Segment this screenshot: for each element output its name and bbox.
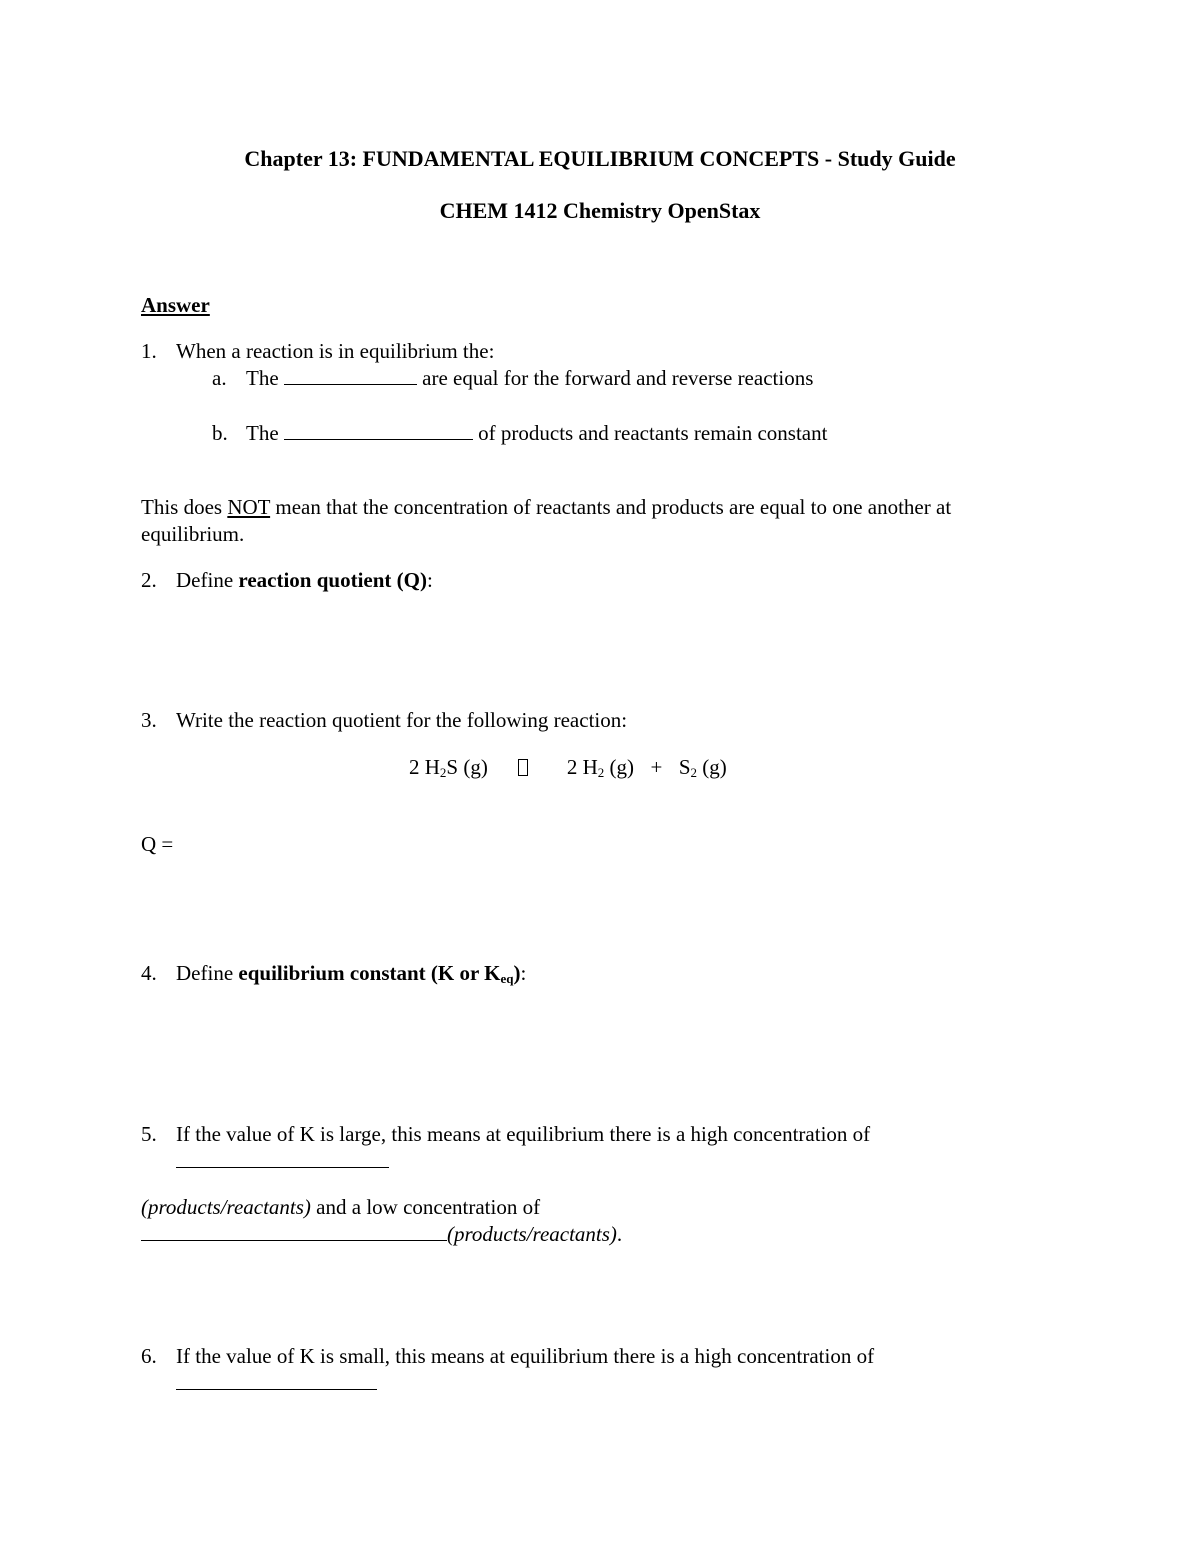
q2-number: 2. xyxy=(141,568,157,592)
q1b-post: of products and reactants remain constant xyxy=(478,421,828,445)
q-equals-label: Q = xyxy=(141,832,174,856)
q1b-label: b. xyxy=(212,421,228,445)
note-line1 xyxy=(141,494,951,521)
q1-text: When a reaction is in equilibrium the: xyxy=(176,339,495,363)
q5-line4 xyxy=(141,1221,622,1248)
q5-blank-2[interactable] xyxy=(141,1222,447,1241)
reactant: 2 $H_2S$ (g) xyxy=(409,755,488,780)
equilibrium-arrow-icon xyxy=(518,759,528,776)
product-s2: $S_2$ (g) xyxy=(678,755,727,780)
q2-term: reaction quotient (Q) xyxy=(238,568,427,592)
product-h2: 2 $H_2$ (g) xyxy=(566,755,635,780)
q1a-line xyxy=(246,365,813,392)
q5-text: If the value of K is large, this means at equilibrium there is a high concentration of xyxy=(176,1122,871,1146)
q4-term: equilibrium constant (K or $K_{eq}$) xyxy=(238,961,521,986)
q1a-blank[interactable] xyxy=(284,366,417,385)
q6-text: If the value of K is small, this means at equilibrium there is a high concentration of xyxy=(176,1344,875,1368)
course-subtitle: CHEM 1412 Chemistry OpenStax xyxy=(439,198,761,223)
q1b-line xyxy=(246,420,827,447)
note-line2: equilibrium. xyxy=(141,522,245,546)
q5-mid: and a low concentration of xyxy=(316,1195,541,1219)
q6-number: 6. xyxy=(141,1344,157,1368)
q1b-pre: The xyxy=(246,421,279,445)
reaction-equation xyxy=(409,754,727,781)
q2-pre: Define xyxy=(176,568,234,592)
q4-pre: Define xyxy=(176,961,234,985)
q5-end: . xyxy=(616,1222,623,1246)
note-pre: This does xyxy=(141,495,223,519)
note-post: mean that the concentration of reactants and products are equal to one another at xyxy=(275,495,952,519)
q3-text: Write the reaction quotient for the following reaction: xyxy=(176,708,628,732)
document-title: Chapter 13: FUNDAMENTAL EQUILIBRIUM CONCEPTS - Study Guide xyxy=(244,146,956,171)
q6-blank[interactable] xyxy=(176,1370,377,1397)
q1b-blank[interactable] xyxy=(284,421,473,440)
q1a-pre: The xyxy=(246,366,279,390)
q5-choice-1: (products/reactants) xyxy=(141,1195,311,1219)
q1a-label: a. xyxy=(212,366,227,390)
q1-number: 1. xyxy=(141,339,157,363)
q4-number: 4. xyxy=(141,961,157,985)
note-emphasis: NOT xyxy=(227,495,271,519)
answer-heading: Answer xyxy=(141,293,210,317)
q1a-post: are equal for the forward and reverse reactions xyxy=(422,366,814,390)
q5-blank-1[interactable] xyxy=(176,1148,389,1175)
q5-choice-2: (products/reactants) xyxy=(447,1222,617,1246)
q4-post: : xyxy=(520,961,527,985)
q4-text xyxy=(176,960,526,987)
plus-sign: + xyxy=(650,755,663,779)
q5-number: 5. xyxy=(141,1122,157,1146)
q5-line3 xyxy=(141,1194,540,1221)
q2-post: : xyxy=(426,568,433,592)
q3-number: 3. xyxy=(141,708,157,732)
q2-text xyxy=(176,567,433,594)
